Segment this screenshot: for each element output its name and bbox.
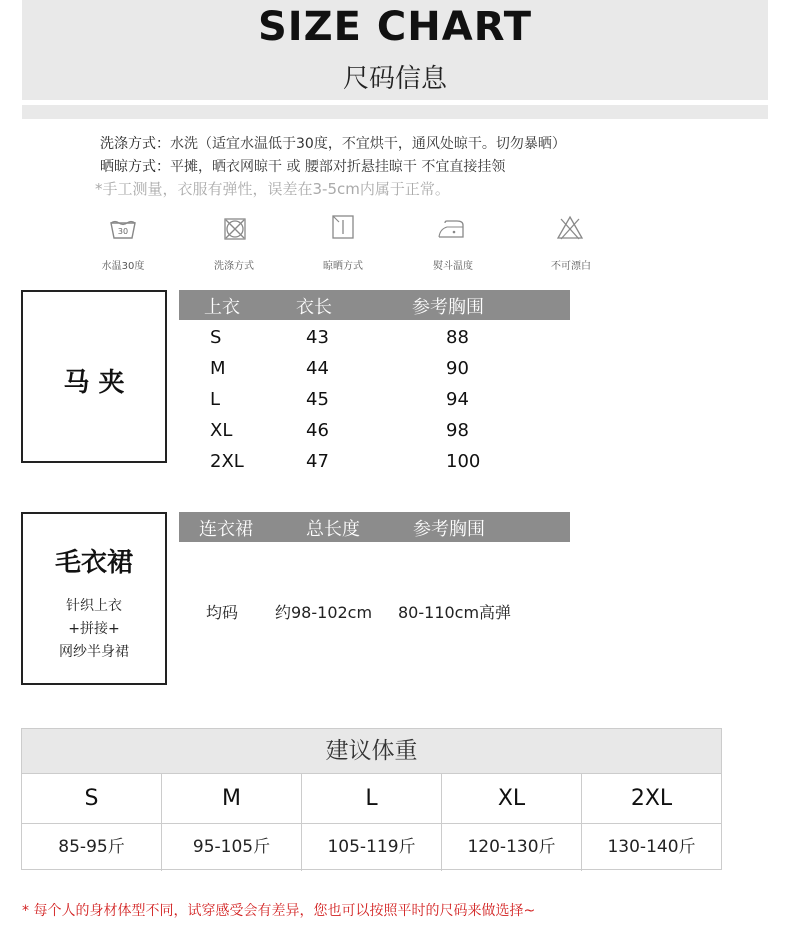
vest-length-l: 45: [306, 389, 329, 410]
weight-value-s: 85-95斤: [22, 824, 162, 871]
vest-label-box: [21, 290, 167, 463]
vest-header-chest: 参考胸围: [412, 297, 484, 318]
dress-header-chest: 参考胸围: [413, 519, 485, 540]
wash-instructions: [100, 133, 566, 153]
dress-desc-line-3: 网纱半身裙: [59, 644, 129, 660]
weight-table: [21, 728, 722, 870]
vest-size-l: L: [210, 389, 221, 410]
vest-size-m: M: [210, 358, 226, 379]
dress-header-dress: 连衣裙: [199, 519, 253, 540]
dress-length: 约98-102cm: [275, 603, 373, 622]
dress-desc-line-1: 针织上衣: [66, 598, 122, 614]
vest-size-s: S: [210, 327, 222, 348]
iron-temp-icon: [437, 215, 465, 247]
dress-header-bar: [179, 512, 570, 542]
dress-desc-line-2: +拼接+: [68, 621, 120, 637]
footer-note: * 每个人的身材体型不同，试穿感受会有差异，您也可以按照平时的尺码来做选择~: [22, 903, 536, 919]
vest-length-2xl: 47: [306, 451, 329, 472]
vest-size-2xl: 2XL: [210, 451, 244, 472]
weight-value-row: [22, 823, 721, 871]
vest-chest-2xl: 100: [446, 451, 481, 472]
vest-size-xl: XL: [210, 420, 233, 441]
vest-length-m: 44: [306, 358, 329, 379]
no-bleach-icon: [556, 214, 584, 246]
dress-name: 毛衣裙: [54, 548, 133, 578]
vest-chest-m: 90: [446, 358, 469, 379]
page-title: SIZE CHART: [257, 4, 533, 50]
water-temp-30-icon: [109, 216, 137, 248]
weight-size-l: L: [302, 774, 442, 824]
care-label-wash: 洗涤方式: [214, 261, 254, 272]
weight-size-s: S: [22, 774, 162, 824]
wash-text: 水洗（适宜水温低于30度，不宜烘干，通风处晾干。切勿暴晒）: [170, 136, 566, 152]
dress-header-length: 总长度: [306, 519, 360, 540]
weight-value-m: 95-105斤: [162, 824, 302, 871]
page-subtitle: 尺码信息: [342, 64, 447, 94]
weight-size-2xl: 2XL: [630, 786, 673, 811]
dress-size: 均码: [206, 603, 239, 622]
vest-header-top: 上衣: [204, 297, 240, 318]
dress-label-box: [21, 512, 167, 685]
vest-length-s: 43: [306, 327, 329, 348]
vest-header-length: 衣长: [296, 297, 332, 318]
weight-value-l: 105-119斤: [302, 824, 442, 871]
care-label-bleach: 不可漂白: [551, 261, 591, 272]
vest-chest-xl: 98: [446, 420, 469, 441]
weight-size-xl: XL: [442, 774, 582, 824]
weight-value-2xl: 130-140斤: [607, 837, 696, 857]
vest-length-xl: 46: [306, 420, 329, 441]
weight-size-row: [22, 773, 721, 824]
care-label-dry: 晾晒方式: [323, 261, 363, 272]
dress-desc: [23, 595, 165, 664]
vest-name: 马 夹: [63, 368, 125, 398]
weight-value-xl: 120-130斤: [442, 824, 582, 871]
dry-text: 平摊，晒衣网晾干 或 腰部对折悬挂晾干 不宜直接挂领: [170, 159, 506, 175]
drying-method-icon: [329, 213, 357, 245]
header-divider: [22, 105, 768, 119]
vest-header-bar: [179, 290, 570, 320]
wash-label: 洗涤方式：: [100, 136, 170, 152]
weight-table-title: 建议体重: [22, 729, 721, 773]
weight-size-m: M: [162, 774, 302, 824]
vest-chest-s: 88: [446, 327, 469, 348]
measure-note: *手工测量，衣服有弹性，误差在3-5cm内属于正常。: [95, 180, 450, 198]
dry-instructions: [100, 156, 505, 176]
water-temp-badge: 30: [117, 227, 129, 236]
dry-label: 晒晾方式：: [100, 159, 170, 175]
care-label-iron: 熨斗温度: [433, 261, 473, 272]
wash-method-icon: [221, 215, 249, 247]
vest-chest-l: 94: [446, 389, 469, 410]
care-label-water: 水温30度: [101, 261, 145, 272]
dress-chest: 80-110cm高弹: [398, 603, 512, 622]
